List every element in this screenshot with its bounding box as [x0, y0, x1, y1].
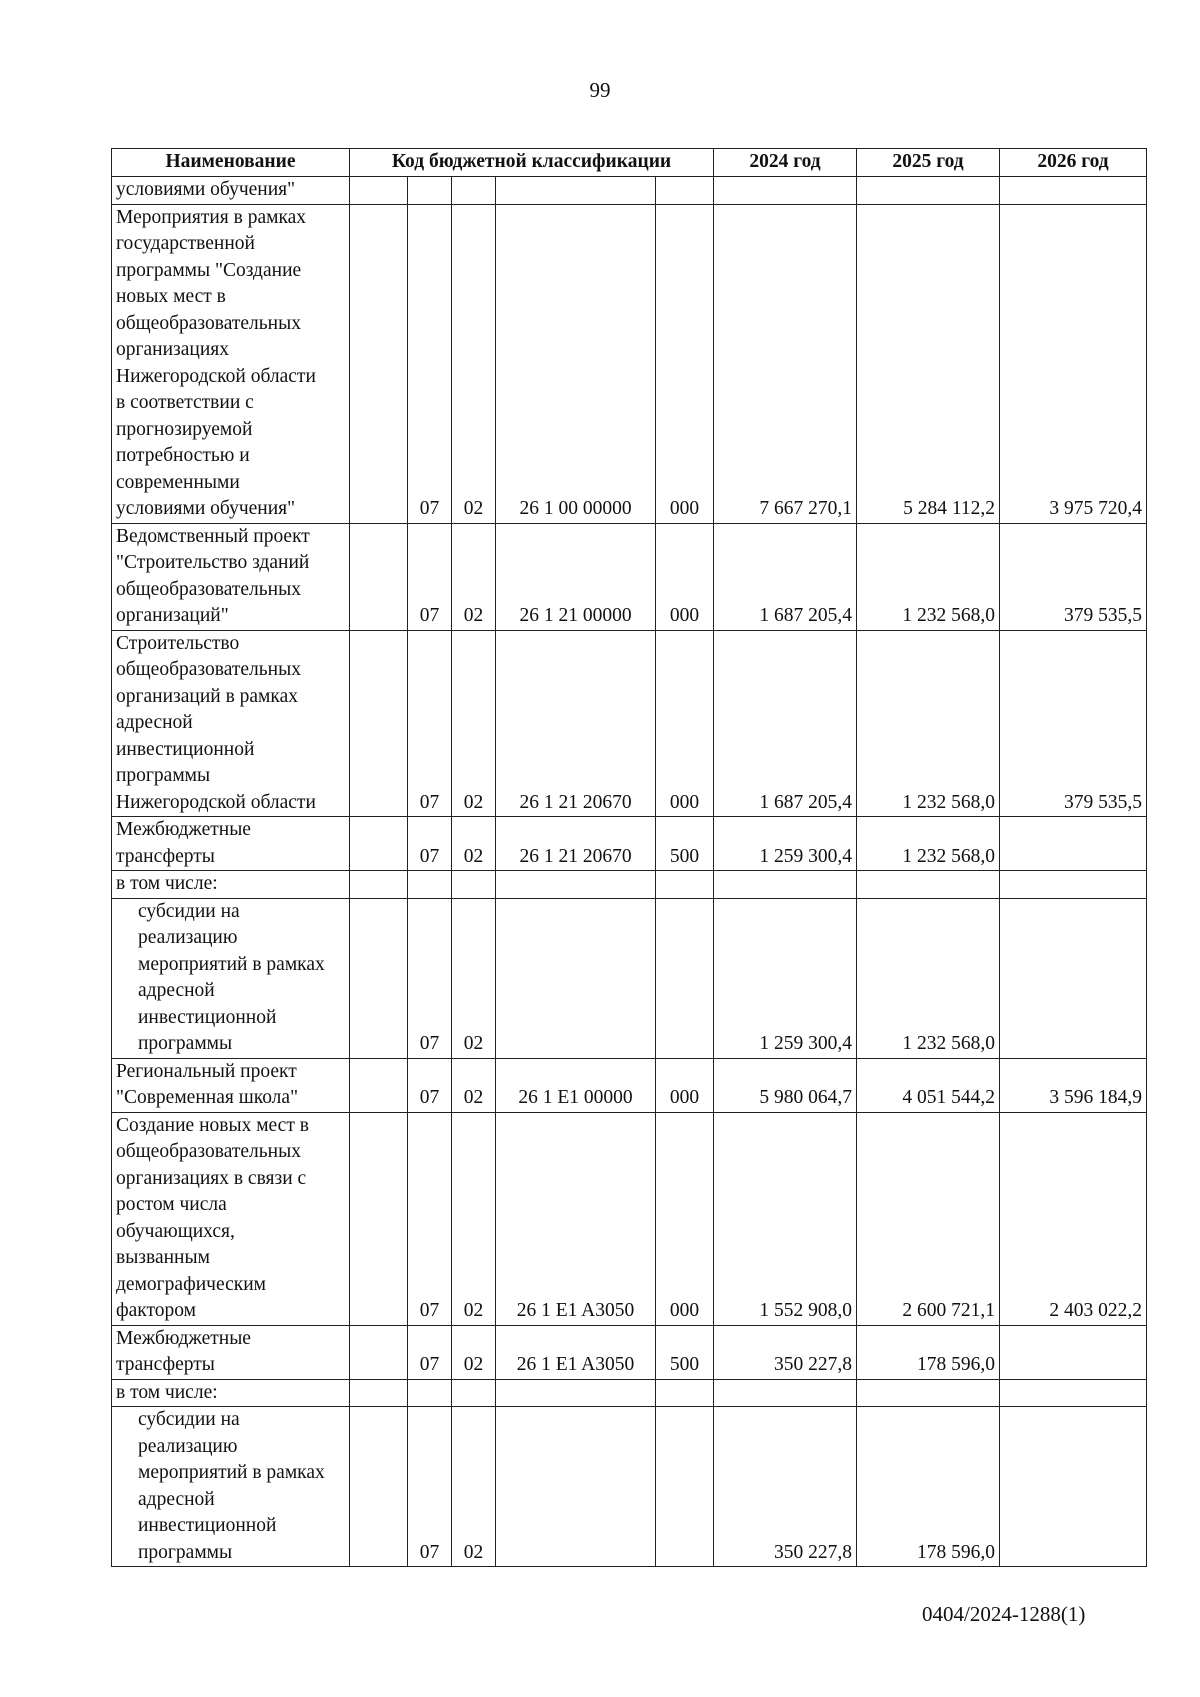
cell-target-item: 26 1 E1 00000 [496, 1058, 656, 1112]
cell-name: субсидии на реализацию мероприятий в рамках адресной инвестиционной программы [112, 898, 350, 1058]
header-budget-code: Код бюджетной классификации [350, 149, 714, 177]
table-row [112, 871, 1147, 899]
cell-expense-type: 000 [656, 204, 714, 523]
cell-expense-type: 000 [656, 630, 714, 817]
cell-2024 [714, 871, 857, 899]
header-2026: 2026 год [1000, 149, 1147, 177]
cell-chapter [350, 1058, 408, 1112]
cell-2024: 7 667 270,1 [714, 204, 857, 523]
cell-subsection: 02 [452, 1058, 496, 1112]
cell-2024: 1 259 300,4 [714, 817, 857, 871]
cell-chapter [350, 817, 408, 871]
table-row [112, 204, 1147, 523]
cell-2026 [1000, 871, 1147, 899]
header-2024: 2024 год [714, 149, 857, 177]
cell-name: условиями обучения" [112, 177, 350, 205]
cell-chapter [350, 1379, 408, 1407]
table-row [112, 1325, 1147, 1379]
header-2025: 2025 год [857, 149, 1000, 177]
cell-2026 [1000, 1407, 1147, 1567]
cell-section: 07 [408, 1058, 452, 1112]
cell-name: Строительство общеобразовательных организаций в рамках адресной инвестиционной программы Нижегородской области [112, 630, 350, 817]
table-row [112, 1379, 1147, 1407]
table-row [112, 523, 1147, 630]
cell-section [408, 177, 452, 205]
cell-section: 07 [408, 630, 452, 817]
cell-chapter [350, 177, 408, 205]
budget-table [111, 148, 1147, 1567]
cell-2026 [1000, 177, 1147, 205]
cell-2025: 178 596,0 [857, 1407, 1000, 1567]
cell-name: Межбюджетные трансферты [112, 1325, 350, 1379]
cell-2025: 4 051 544,2 [857, 1058, 1000, 1112]
cell-expense-type [656, 1407, 714, 1567]
cell-chapter [350, 204, 408, 523]
cell-name: субсидии на реализацию мероприятий в рамках адресной инвестиционной программы [112, 1407, 350, 1567]
cell-2025: 1 232 568,0 [857, 523, 1000, 630]
cell-expense-type [656, 898, 714, 1058]
cell-2025 [857, 1379, 1000, 1407]
cell-target-item [496, 177, 656, 205]
cell-target-item: 26 1 E1 A3050 [496, 1325, 656, 1379]
cell-2025: 2 600 721,1 [857, 1112, 1000, 1325]
cell-2025: 5 284 112,2 [857, 204, 1000, 523]
cell-name: Региональный проект "Современная школа" [112, 1058, 350, 1112]
cell-target-item [496, 898, 656, 1058]
cell-section: 07 [408, 204, 452, 523]
page-number: 99 [589, 78, 611, 102]
table-row [112, 817, 1147, 871]
cell-chapter [350, 1325, 408, 1379]
cell-name: в том числе: [112, 1379, 350, 1407]
cell-2024 [714, 177, 857, 205]
cell-subsection: 02 [452, 630, 496, 817]
cell-chapter [350, 1112, 408, 1325]
cell-name: Ведомственный проект "Строительство зданий общеобразовательных организаций" [112, 523, 350, 630]
cell-2026: 2 403 022,2 [1000, 1112, 1147, 1325]
table-row [112, 1407, 1147, 1567]
cell-chapter [350, 523, 408, 630]
cell-name: Межбюджетные трансферты [112, 817, 350, 871]
cell-2024 [714, 1379, 857, 1407]
cell-subsection: 02 [452, 898, 496, 1058]
table-row [112, 1058, 1147, 1112]
cell-section: 07 [408, 1325, 452, 1379]
cell-2025: 1 232 568,0 [857, 898, 1000, 1058]
cell-2024: 1 259 300,4 [714, 898, 857, 1058]
cell-subsection: 02 [452, 1112, 496, 1325]
cell-2026: 3 975 720,4 [1000, 204, 1147, 523]
cell-section [408, 871, 452, 899]
cell-subsection: 02 [452, 1325, 496, 1379]
cell-subsection: 02 [452, 817, 496, 871]
table-body [112, 177, 1147, 1567]
cell-section [408, 1379, 452, 1407]
table-row [112, 630, 1147, 817]
cell-expense-type: 000 [656, 1112, 714, 1325]
table-header-row [112, 149, 1147, 177]
cell-name: Создание новых мест в общеобразовательных организациях в связи с ростом числа обучающихся, вызванным демографическим фактором [112, 1112, 350, 1325]
cell-subsection: 02 [452, 204, 496, 523]
cell-2024: 1 687 205,4 [714, 523, 857, 630]
cell-2024: 350 227,8 [714, 1325, 857, 1379]
cell-2026: 3 596 184,9 [1000, 1058, 1147, 1112]
cell-section: 07 [408, 1407, 452, 1567]
cell-2026 [1000, 1379, 1147, 1407]
cell-2026 [1000, 1325, 1147, 1379]
cell-target-item [496, 1407, 656, 1567]
cell-2025 [857, 177, 1000, 205]
cell-section: 07 [408, 1112, 452, 1325]
cell-2025: 178 596,0 [857, 1325, 1000, 1379]
cell-chapter [350, 871, 408, 899]
table-row [112, 1112, 1147, 1325]
cell-2026 [1000, 898, 1147, 1058]
cell-expense-type: 000 [656, 1058, 714, 1112]
cell-target-item: 26 1 E1 A3050 [496, 1112, 656, 1325]
cell-2026: 379 535,5 [1000, 523, 1147, 630]
cell-expense-type [656, 871, 714, 899]
cell-subsection [452, 871, 496, 899]
table-row [112, 177, 1147, 205]
cell-expense-type: 500 [656, 1325, 714, 1379]
cell-target-item: 26 1 00 00000 [496, 204, 656, 523]
cell-name: Мероприятия в рамках государственной программы "Создание новых мест в общеобразовательных организациях Нижегородской области в соответствии с прогнозируемой потребностью и современными условиями обучения" [112, 204, 350, 523]
cell-target-item: 26 1 21 00000 [496, 523, 656, 630]
cell-2025: 1 232 568,0 [857, 630, 1000, 817]
cell-2024: 1 552 908,0 [714, 1112, 857, 1325]
cell-expense-type [656, 177, 714, 205]
cell-chapter [350, 898, 408, 1058]
cell-2024: 5 980 064,7 [714, 1058, 857, 1112]
cell-2024: 1 687 205,4 [714, 630, 857, 817]
cell-chapter [350, 630, 408, 817]
cell-section: 07 [408, 898, 452, 1058]
cell-subsection [452, 1379, 496, 1407]
cell-expense-type: 500 [656, 817, 714, 871]
cell-2026: 379 535,5 [1000, 630, 1147, 817]
document-code: 0404/2024-1288(1) [922, 1602, 1086, 1626]
cell-expense-type: 000 [656, 523, 714, 630]
cell-2025: 1 232 568,0 [857, 817, 1000, 871]
cell-expense-type [656, 1379, 714, 1407]
cell-subsection: 02 [452, 523, 496, 630]
cell-target-item: 26 1 21 20670 [496, 817, 656, 871]
cell-section: 07 [408, 523, 452, 630]
cell-2026 [1000, 817, 1147, 871]
cell-target-item [496, 1379, 656, 1407]
table-row [112, 898, 1147, 1058]
cell-target-item [496, 871, 656, 899]
header-name: Наименование [112, 149, 350, 177]
cell-subsection [452, 177, 496, 205]
cell-2025 [857, 871, 1000, 899]
cell-2024: 350 227,8 [714, 1407, 857, 1567]
cell-target-item: 26 1 21 20670 [496, 630, 656, 817]
cell-subsection: 02 [452, 1407, 496, 1567]
cell-section: 07 [408, 817, 452, 871]
cell-chapter [350, 1407, 408, 1567]
cell-name: в том числе: [112, 871, 350, 899]
